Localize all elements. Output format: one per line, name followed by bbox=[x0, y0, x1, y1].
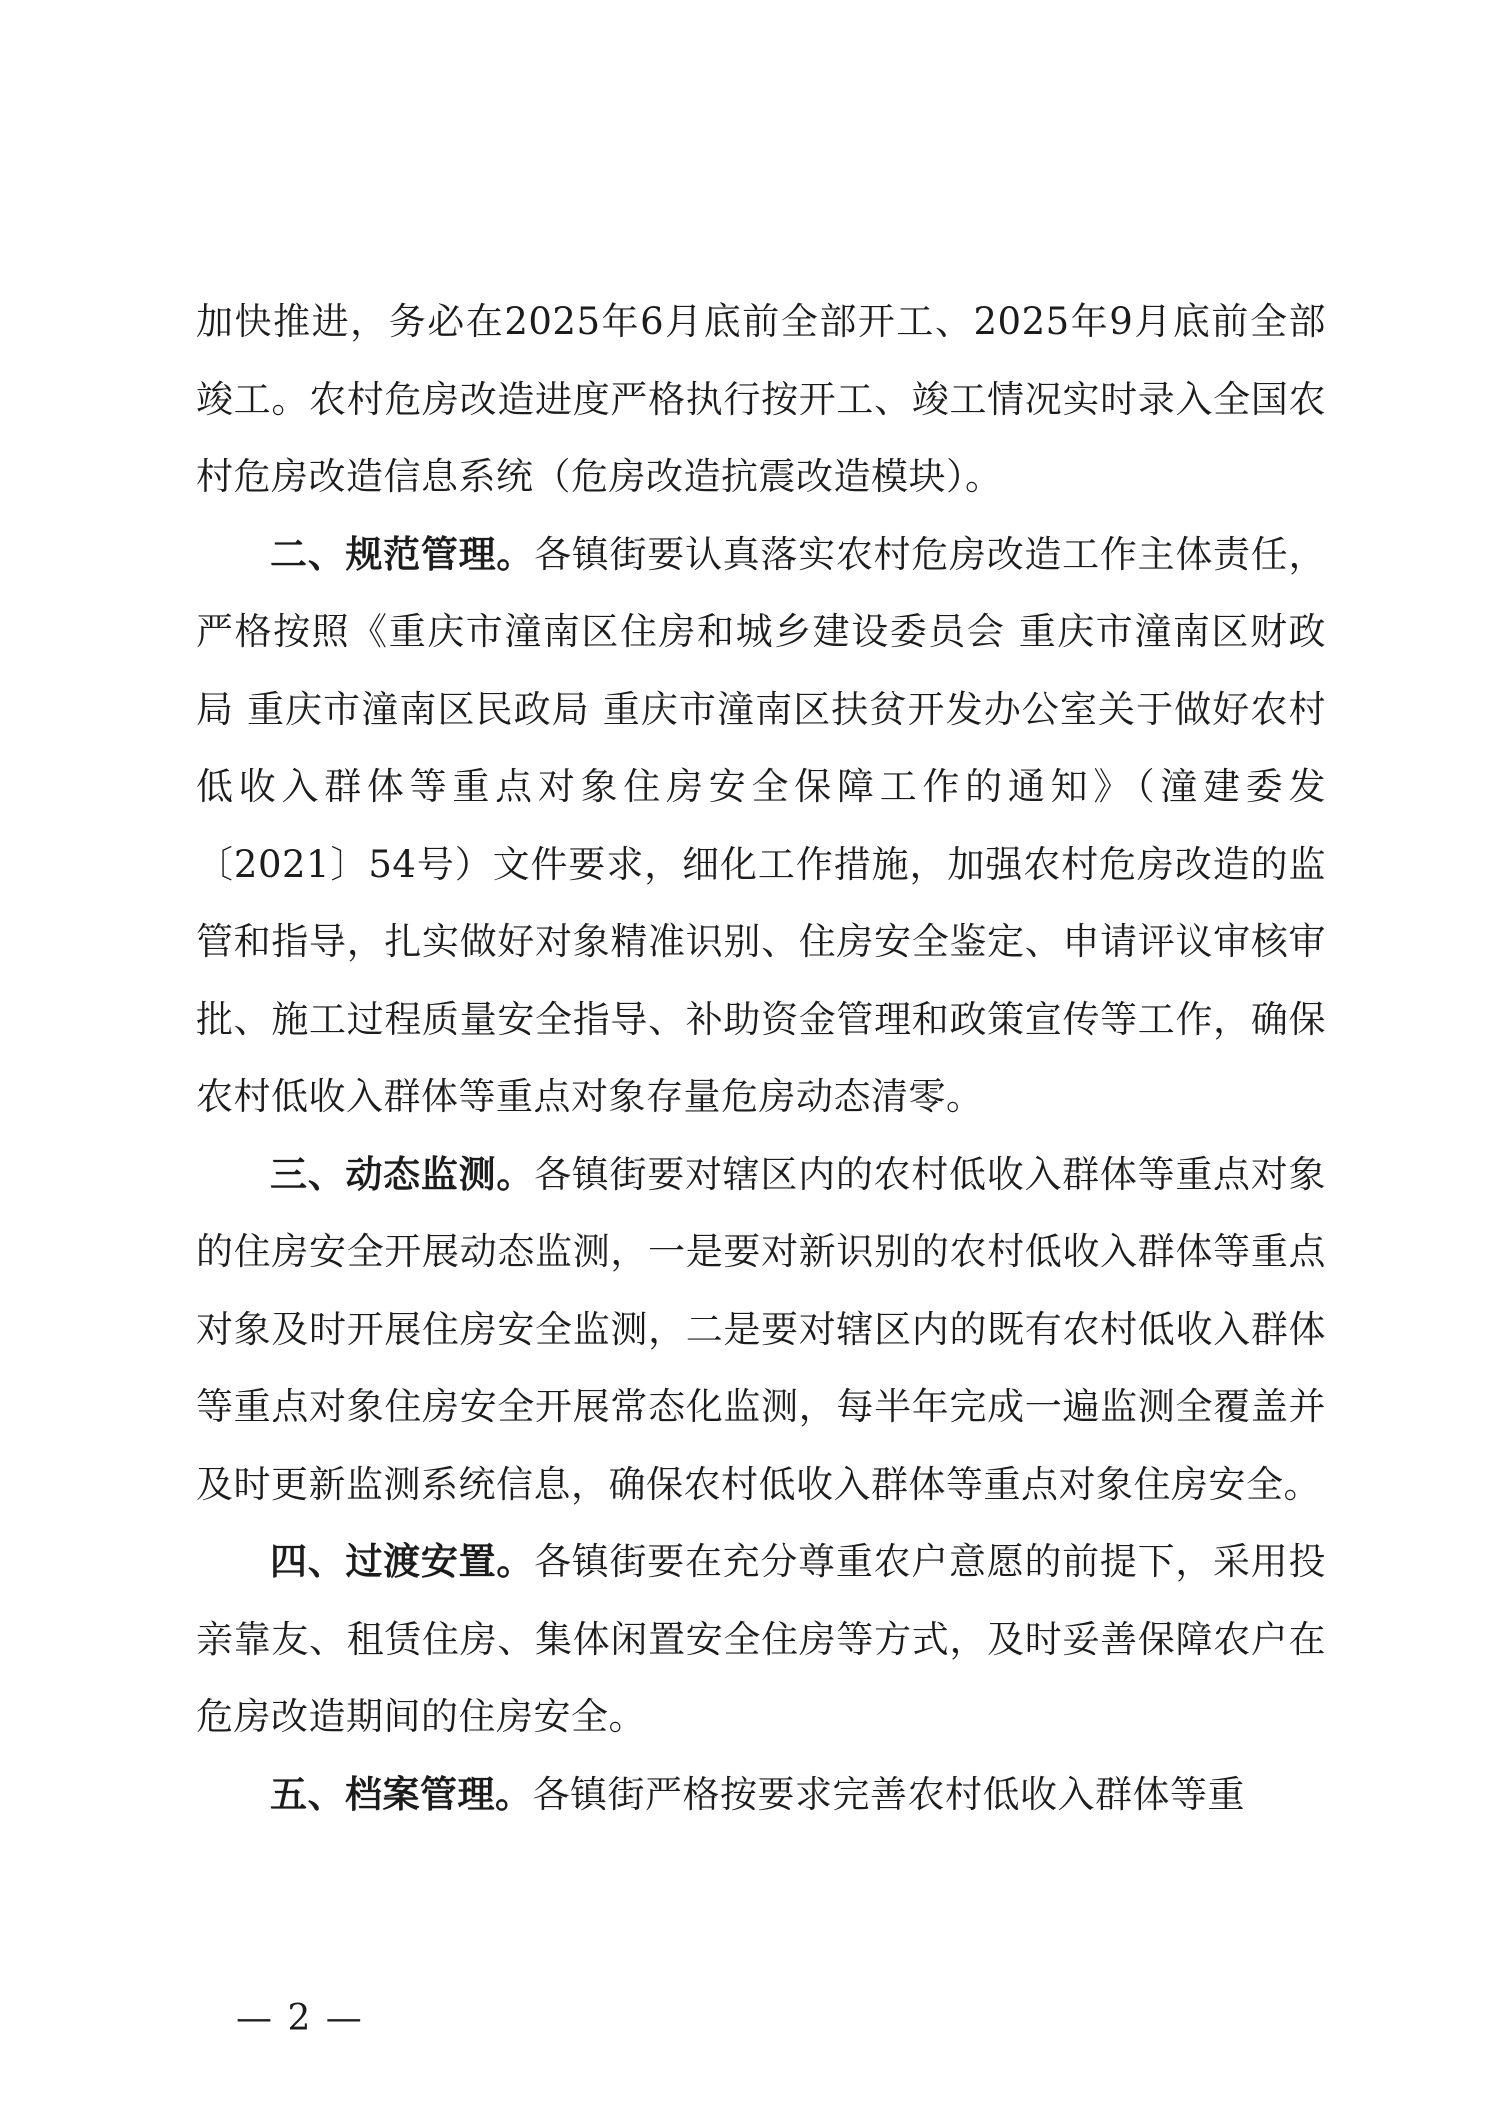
section-heading: 二、规范管理。 bbox=[270, 532, 535, 576]
paragraph-text: 加快推进，务必在2025年6月底前全部开工、2025年9月底前全部竣工。农村危房改造进度严格执行按开工、竣工情况实时录入全国农村危房改造信息系统（危房改造抗震改造模块）。 bbox=[196, 300, 1326, 498]
paragraph-text: 各镇街要在充分尊重农户意愿的前提下，采用投亲靠友、租赁住房、集体闲置安全住房等方式，及时妥善保障农户在危房改造期间的住房安全。 bbox=[196, 1540, 1327, 1738]
paragraph-standardized-management bbox=[196, 516, 1326, 1136]
paragraph-archive-management bbox=[196, 1756, 1326, 1834]
paragraph-text: 各镇街要认真落实农村危房改造工作主体责任，严格按照《重庆市潼南区住房和城乡建设委员会 重庆市潼南区财政局 重庆市潼南区民政局 重庆市潼南区扶贫开发办公室关于做好农村低收入群体等重点对象住房安全保障工作的通知》（潼建委发〔2021〕54号）文件要求，细化工作措施，加强农村危房改造的监管和指导，扎实做好对象精准识别、住房安全鉴定、申请评议审核审批、施工过程质量安全指导、补助资金管理和政策宣传等工作，确保农村低收入群体等重点对象存量危房动态清零。 bbox=[196, 532, 1327, 1118]
section-heading: 四、过渡安置。 bbox=[270, 1540, 535, 1583]
document-body bbox=[196, 283, 1326, 1833]
paragraph-continuation bbox=[196, 283, 1326, 516]
paragraph-dynamic-monitoring bbox=[196, 1136, 1326, 1524]
paragraph-text: 各镇街要对辖区内的农村低收入群体等重点对象的住房安全开展动态监测，一是要对新识别的农村低收入群体等重点对象及时开展住房安全监测，二是要对辖区内的既有农村低收入群体等重点对象住房安全开展常态化监测，每半年完成一遍监测全覆盖并及时更新监测系统信息，确保农村低收入群体等重点对象住房安全。 bbox=[196, 1152, 1327, 1506]
page-number: — 2 — bbox=[236, 1998, 364, 2039]
paragraph-text: 各镇街严格按要求完善农村低收入群体等重 bbox=[532, 1772, 1245, 1816]
paragraph-transitional-housing bbox=[196, 1523, 1326, 1756]
section-heading: 五、档案管理。 bbox=[270, 1772, 533, 1816]
section-heading: 三、动态监测。 bbox=[270, 1152, 535, 1196]
